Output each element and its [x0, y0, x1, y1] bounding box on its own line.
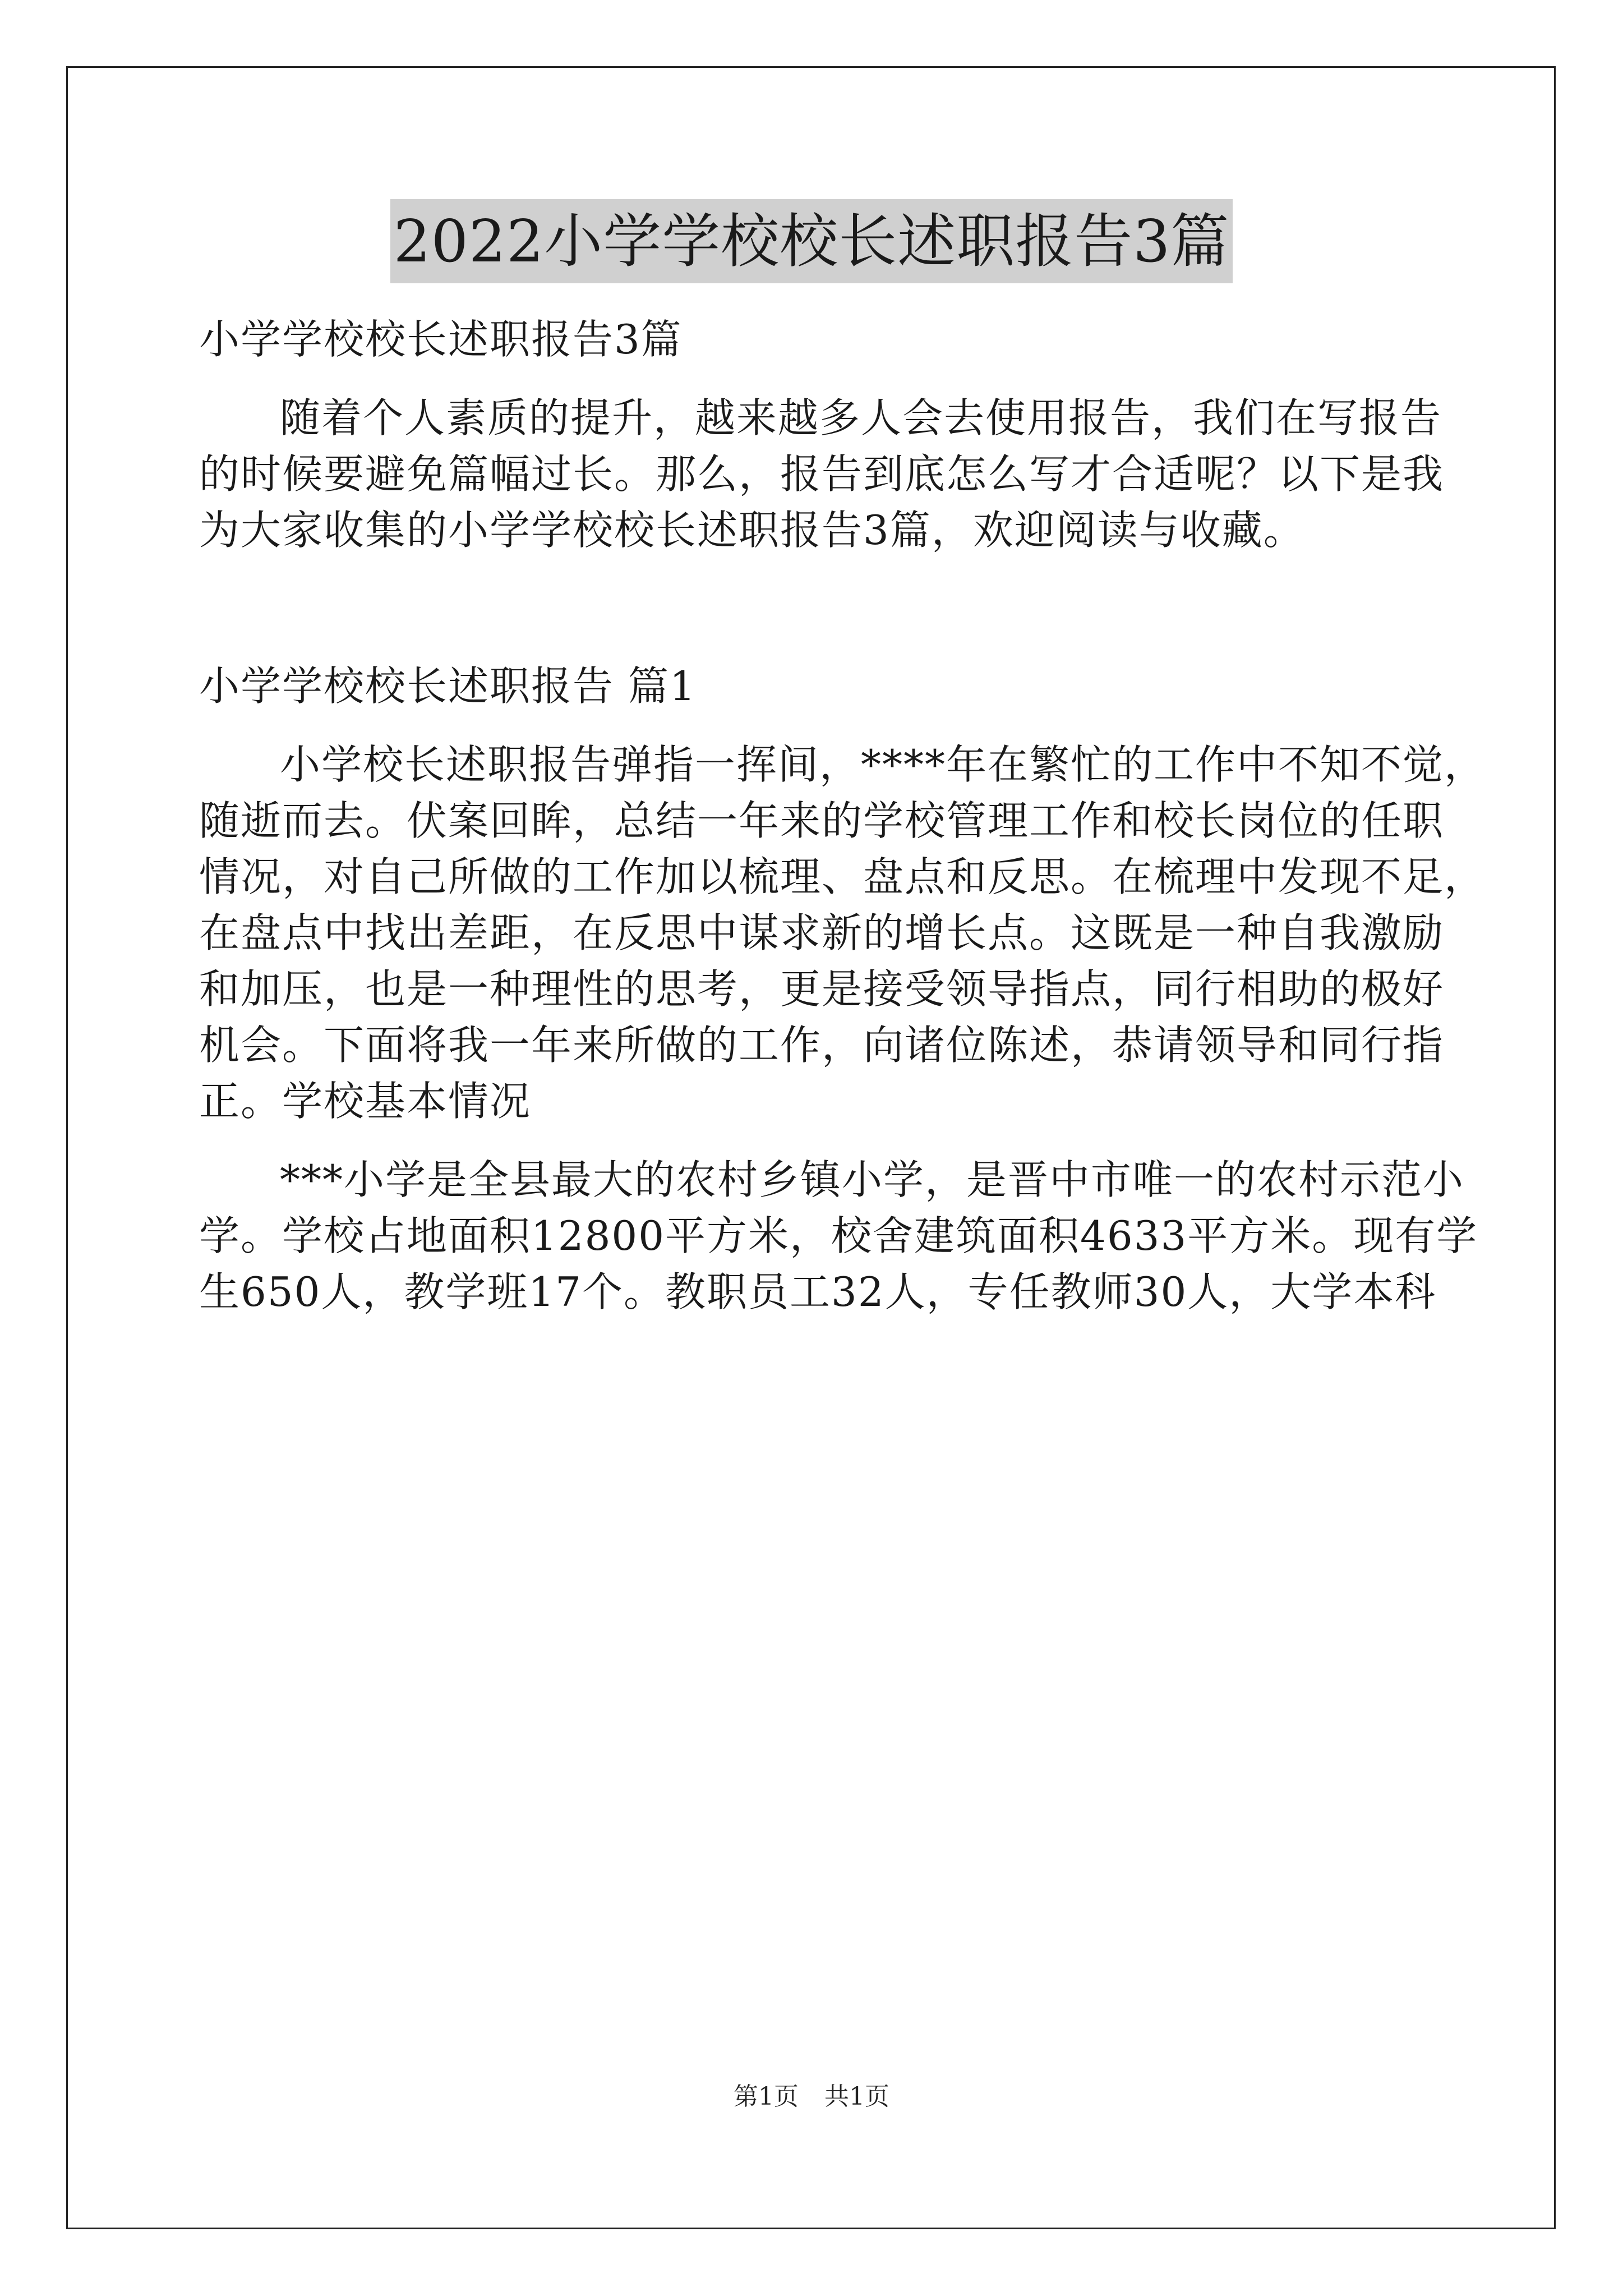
document-subtitle: 小学学校校长述职报告3篇 [199, 316, 683, 363]
intro-line-3: 为大家收集的小学学校校长述职报告3篇，欢迎阅读与收藏。 [199, 507, 1305, 554]
spacer [199, 558, 1441, 658]
intro-line-1: 随着个人素质的提升，越来越多人会去使用报告，我们在写报告 [280, 394, 1442, 441]
page-number-total: 共1页 [824, 2082, 889, 2111]
section1-para1-line-7: 正。学校基本情况 [199, 1078, 532, 1125]
section1-para1-line-3: 情况，对自己所做的工作加以梳理、盘点和反思。在梳理中发现不足， [199, 853, 1486, 900]
section1-para1-line-1: 小学校长述职报告弹指一挥间，****年在繁忙的工作中不知不觉， [280, 741, 1486, 788]
page-number-current: 第1页 [734, 2082, 799, 2111]
document-body [199, 311, 1486, 1320]
section1-para2-line-1: ***小学是全县最大的农村乡镇小学，是晋中市唯一的农村示范小 [280, 1156, 1465, 1203]
section1-para1-line-6: 机会。下面将我一年来所做的工作，向诸位陈述，恭请领导和同行指 [199, 1022, 1445, 1069]
section1-heading: 小学学校校长述职报告 篇1 [199, 662, 697, 710]
section1-para1-line-2: 随逝而去。伏案回眸，总结一年来的学校管理工作和校长岗位的任职 [199, 797, 1445, 844]
section1-para2-line-2: 学。学校占地面积12800平方米，校舍建筑面积4633平方米。现有学 [199, 1212, 1478, 1259]
section1-para1-line-5: 和加压，也是一种理性的思考，更是接受领导指点，同行相助的极好 [199, 965, 1445, 1013]
intro-line-2: 的时候要避免篇幅过长。那么，报告到底怎么写才合适呢？以下是我 [199, 450, 1445, 498]
document-title [0, 199, 1623, 283]
section1-para1-line-4: 在盘点中找出差距，在反思中谋求新的增长点。这既是一种自我激励 [199, 909, 1445, 956]
page-footer [0, 2080, 1623, 2114]
section1-para2-line-3: 生650人，教学班17个。教职员工32人，专任教师30人，大学本科 [199, 1268, 1437, 1315]
document-title-text: 2022小学学校校长述职报告3篇 [390, 199, 1233, 283]
